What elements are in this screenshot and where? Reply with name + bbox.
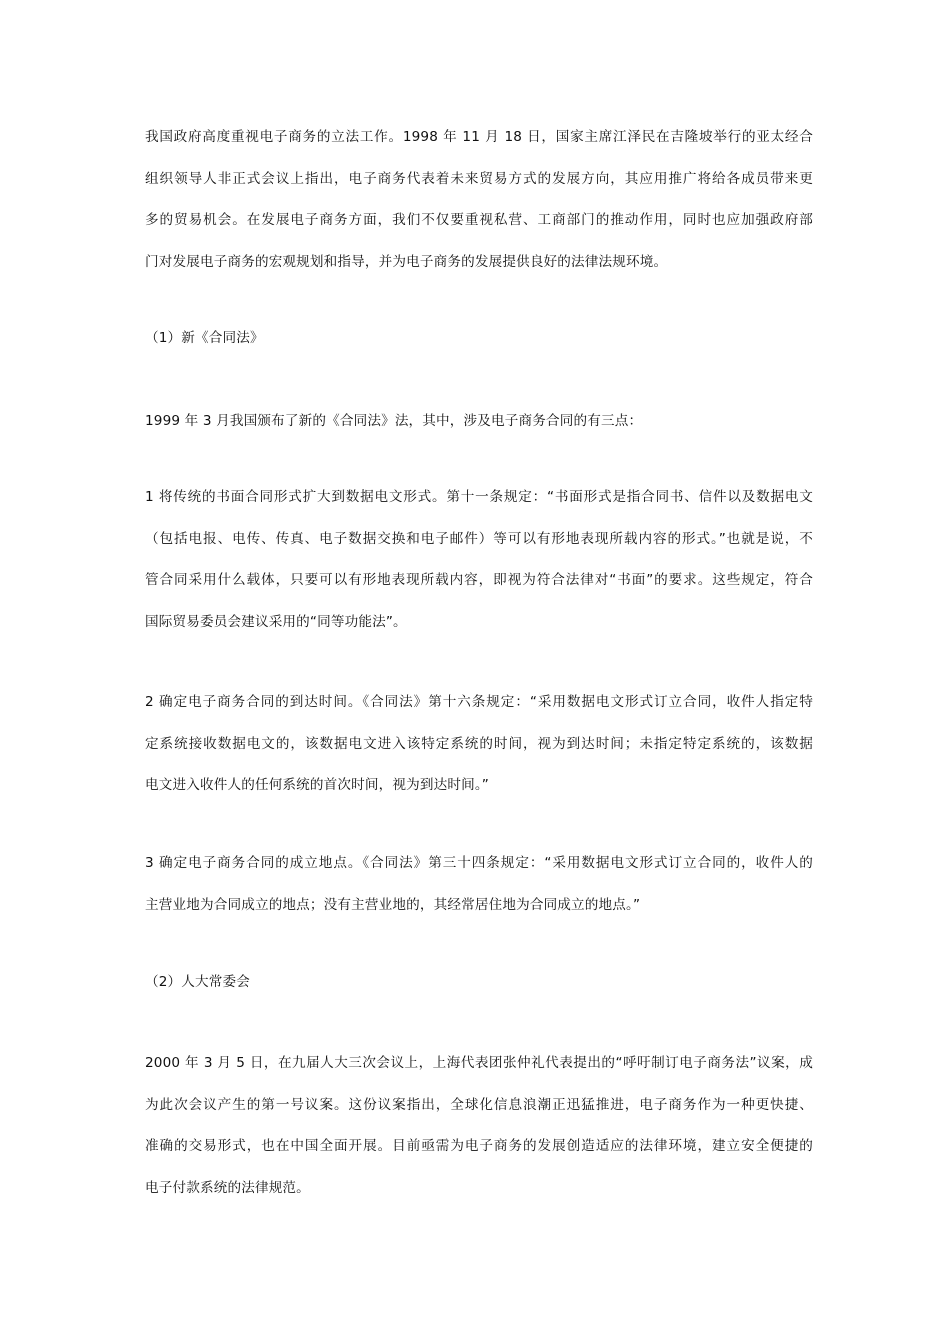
npc-paragraph xyxy=(145,1048,813,1203)
section-heading-npc xyxy=(145,967,813,997)
text-line: 准确的交易形式，也在中国全面开展。目前亟需为电子商务的发展创造适应的法律环境，建立安全便捷的 xyxy=(145,1138,813,1154)
text-line: 门对发展电子商务的宏观规划和指导，并为电子商务的发展提供良好的法律法规环境。 xyxy=(145,253,668,270)
point-3-paragraph xyxy=(145,848,813,920)
text-line: 定系统接收数据电文的，该数据电文进入该特定系统的时间，视为到达时间；未指定特定系统的，该数据 xyxy=(145,735,813,752)
contract-law-intro-paragraph xyxy=(145,406,813,436)
text-line: 3 确定电子商务合同的成立地点。《合同法》第三十四条规定：“采用数据电文形式订立合同的，收件人的 xyxy=(145,855,813,871)
text-line: 管合同采用什么载体，只要可以有形地表现所载内容，即视为符合法律对“书面”的要求。这些规定，符合 xyxy=(145,572,813,588)
section-heading-contract-law xyxy=(145,323,813,353)
point-1-paragraph xyxy=(145,482,813,637)
text-line: 我国政府高度重视电子商务的立法工作。1998 年 11 月 18 日，国家主席江泽民在吉隆坡举行的亚太经合 xyxy=(145,129,813,145)
section-heading: （1）新《合同法》 xyxy=(145,330,264,346)
text-line: 1 将传统的书面合同形式扩大到数据电文形式。第十一条规定：“书面形式是指合同书、信件以及数据电文 xyxy=(145,489,813,505)
text-line: 国际贸易委员会建议采用的“同等功能法”。 xyxy=(145,613,407,630)
text-line: 2 确定电子商务合同的到达时间。《合同法》第十六条规定：“采用数据电文形式订立合同，收件人指定特 xyxy=(145,694,813,710)
text-line: 电文进入收件人的任何系统的首次时间，视为到达时间。” xyxy=(145,777,489,793)
intro-paragraph xyxy=(145,122,813,277)
text-line: 电子付款系统的法律规范。 xyxy=(145,1179,310,1196)
text-line: 组织领导人非正式会议上指出，电子商务代表着未来贸易方式的发展方向，其应用推广将给各成员带来更 xyxy=(145,170,813,187)
text-line: （包括电报、电传、传真、电子数据交换和电子邮件）等可以有形地表现所载内容的形式。”也就是说，不 xyxy=(145,530,813,547)
text-line: 2000 年 3 月 5 日，在九届人大三次会议上，上海代表团张仲礼代表提出的“呼吁制订电子商务法”议案，成 xyxy=(145,1055,813,1071)
text-line: 为此次会议产生的第一号议案。这份议案指出，全球化信息浪潮正迅猛推进，电子商务作为一种更快捷、 xyxy=(145,1096,813,1113)
text-line: 1999 年 3 月我国颁布了新的《合同法》法，其中，涉及电子商务合同的有三点： xyxy=(145,413,643,429)
section-heading: （2）人大常委会 xyxy=(145,974,251,990)
text-line: 主营业地为合同成立的地点；没有主营业地的，其经常居住地为合同成立的地点。” xyxy=(145,896,641,913)
point-2-paragraph xyxy=(145,687,813,800)
text-line: 多的贸易机会。在发展电子商务方面，我们不仅要重视私营、工商部门的推动作用，同时也应加强政府部 xyxy=(145,212,813,228)
